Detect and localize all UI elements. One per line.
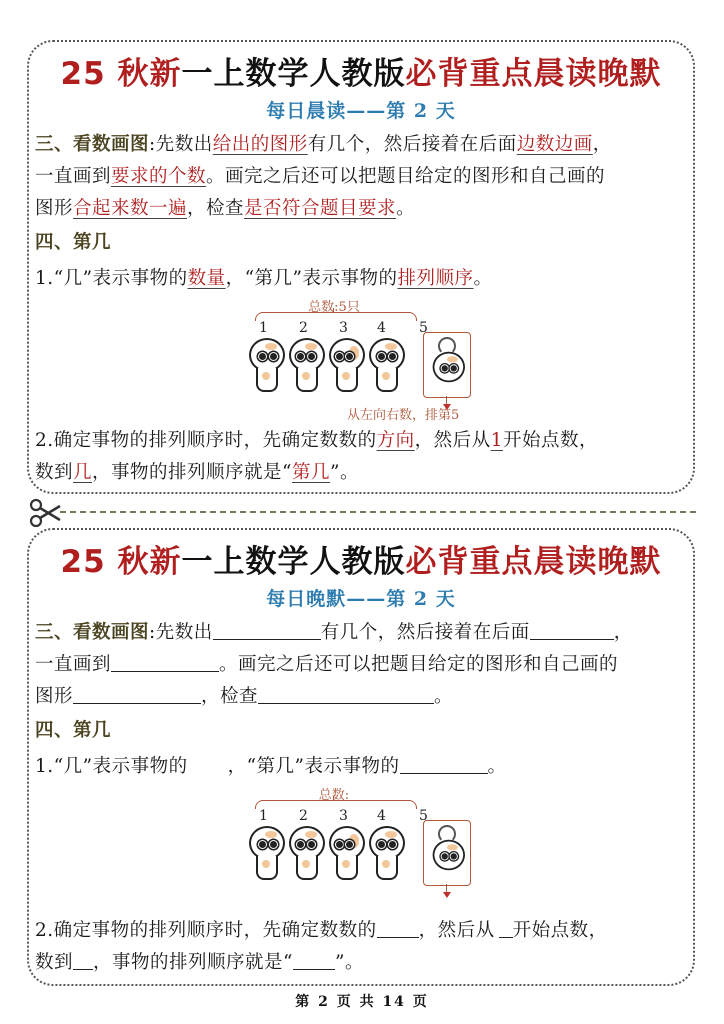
fifth-monkey-frame	[423, 820, 471, 886]
morning-reading-card	[27, 40, 695, 494]
fifth-monkey-frame	[423, 332, 471, 398]
section4-item1	[35, 752, 507, 778]
figure-total-label: 总数:5只	[308, 300, 360, 315]
text: ”。	[330, 462, 359, 483]
section4-heading: 四、第几	[35, 232, 112, 253]
answer-text: 几	[73, 462, 93, 483]
title-part: 一上数学人教版	[181, 56, 406, 92]
text: 2.确定事物的排列顺序时，先确定数数的	[35, 920, 377, 941]
answer-text: 排列顺序	[397, 268, 474, 289]
cut-line	[60, 511, 696, 513]
brace-tip	[333, 308, 338, 313]
scissors-icon	[28, 498, 62, 528]
text: 。画完之后还可以把题目给定的图形和自己画的	[219, 654, 619, 675]
text: 有几个，然后接着在后面	[320, 622, 530, 643]
text: 一直画到	[35, 166, 112, 187]
monkey-icon	[247, 826, 283, 880]
text: 。	[396, 198, 416, 219]
figure-total-label: 总数:	[318, 788, 350, 803]
monkey-icon	[431, 840, 463, 889]
brace-tip	[333, 796, 338, 801]
text: 2.确定事物的排列顺序时，先确定数数的	[35, 430, 377, 451]
figure-number: 2	[299, 808, 308, 824]
monkey-icon	[247, 338, 283, 392]
monkeys-figure	[239, 296, 489, 436]
answer-text: 是否符合题目要求	[244, 198, 397, 219]
text: 开始点数，	[512, 920, 608, 941]
fill-blank[interactable]	[530, 621, 614, 641]
monkey-icon	[287, 826, 323, 880]
text: 。	[473, 268, 493, 289]
title-part: 一上数学人教版	[181, 544, 406, 580]
answer-text: 给出的图形	[212, 134, 308, 155]
monkey-icon	[367, 338, 403, 392]
text: 图形	[35, 198, 74, 219]
page-number: 第 2 页 共 14 页	[295, 994, 429, 1010]
fill-blank[interactable]	[111, 653, 219, 673]
section4-item1	[35, 264, 493, 290]
text: 。	[487, 756, 507, 777]
section-heading: 三、看数画图	[35, 134, 150, 155]
title-part: 必背重点晨读晚默	[405, 56, 662, 92]
figure-number: 4	[377, 320, 386, 336]
text: 开始点数，	[502, 430, 598, 451]
section3-line3	[35, 682, 453, 708]
text: ，然后从	[414, 430, 491, 451]
monkeys-figure	[239, 784, 489, 924]
answer-text: 数量	[187, 268, 226, 289]
fill-blank[interactable]	[73, 685, 201, 705]
title-part: 必背重点晨读晚默	[405, 544, 662, 580]
section4-heading: 四、第几	[35, 720, 112, 741]
monkey-icon	[367, 826, 403, 880]
text: 数到	[35, 462, 74, 483]
figure-number: 4	[377, 808, 386, 824]
fill-blank[interactable]	[73, 951, 93, 971]
text: 图形	[35, 686, 74, 707]
figure-number: 1	[259, 808, 268, 824]
figure-number: 1	[259, 320, 268, 336]
section-heading: 三、看数画图	[35, 622, 150, 643]
fill-blank[interactable]	[293, 951, 335, 971]
fill-blank[interactable]	[400, 755, 488, 775]
figure-number: 5	[419, 320, 428, 336]
answer-text: 1	[490, 430, 503, 451]
monkey-icon	[327, 826, 363, 880]
section4-item2-line2	[35, 458, 359, 484]
text: ”。	[334, 952, 364, 973]
fill-blank[interactable]	[258, 685, 434, 705]
evening-recall-card	[27, 528, 695, 986]
text: 。画完之后还可以把题目给定的图形和自己画的	[206, 166, 606, 187]
figure-number: 3	[339, 808, 348, 824]
text: ，“第几”表示事物的	[225, 268, 398, 289]
page-title	[29, 48, 693, 93]
section3-line1	[35, 618, 633, 644]
section3-line1	[35, 130, 612, 156]
section4-item2-line1	[35, 916, 608, 942]
figure-number: 5	[419, 808, 428, 824]
fill-blank[interactable]	[377, 919, 419, 939]
figure-note: 从左向右数，排第5	[347, 408, 460, 423]
text: ，检查	[201, 686, 259, 707]
fill-blank[interactable]	[213, 621, 321, 641]
answer-text: 方向	[376, 430, 415, 451]
answer-text: 第几	[292, 462, 331, 483]
text: ，事物的排列顺序就是“	[93, 952, 293, 973]
text: 1.“几”表示事物的	[35, 756, 188, 777]
section4-item2-line1	[35, 426, 598, 452]
text: 1.“几”表示事物的	[35, 268, 188, 289]
text: ，然后从	[418, 920, 495, 941]
text: ，	[592, 134, 612, 155]
monkey-icon	[327, 338, 363, 392]
text: :先数出	[149, 134, 213, 155]
text: ，检查	[187, 198, 245, 219]
subtitle: 每日晨读——第 2 天	[266, 100, 456, 122]
arrow-down-icon	[443, 892, 451, 898]
fill-blank[interactable]	[188, 755, 228, 775]
text: :先数出	[149, 622, 213, 643]
section3-line2	[35, 162, 605, 188]
subtitle: 每日晚默——第 2 天	[266, 588, 456, 610]
figure-number: 2	[299, 320, 308, 336]
fill-blank[interactable]	[499, 919, 513, 939]
page-title	[29, 536, 693, 581]
text: ，事物的排列顺序就是“	[92, 462, 292, 483]
section3-line2	[35, 650, 618, 676]
title-part: 25 秋新	[60, 56, 182, 92]
text: ，“第几”表示事物的	[227, 756, 400, 777]
section3-line3	[35, 194, 415, 220]
monkey-icon	[431, 352, 463, 401]
text: ，	[613, 622, 633, 643]
text: 数到	[35, 952, 74, 973]
answer-text: 要求的个数	[111, 166, 207, 187]
monkey-icon	[287, 338, 323, 392]
title-part: 25 秋新	[60, 544, 182, 580]
text: 。	[434, 686, 454, 707]
section4-item2-line2	[35, 948, 364, 974]
answer-text: 合起来数一遍	[73, 198, 188, 219]
text: 有几个，然后接着在后面	[307, 134, 517, 155]
figure-number: 3	[339, 320, 348, 336]
answer-text: 边数边画	[516, 134, 593, 155]
text: 一直画到	[35, 654, 112, 675]
